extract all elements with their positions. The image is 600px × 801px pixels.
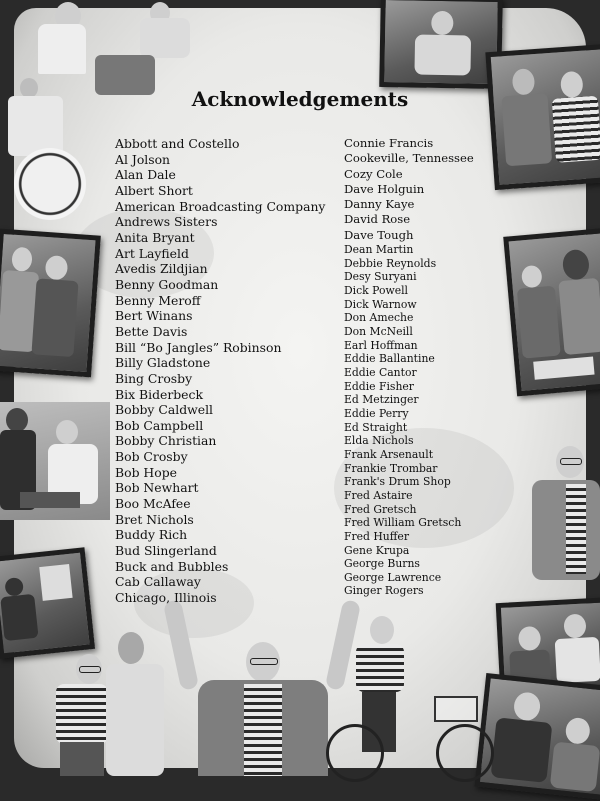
acknowledgement-name: Don Ameche (344, 311, 414, 325)
acknowledgement-name: Bobby Caldwell (115, 402, 213, 418)
photo-two-men-top-right (485, 44, 600, 190)
acknowledgements-list-right (344, 136, 474, 598)
acknowledgement-name: Fred William Gretsch (344, 516, 462, 530)
photo-two-men-bottom-left (52, 630, 167, 776)
acknowledgement-name: Bob Newhart (115, 480, 199, 496)
acknowledgement-name: Bob Hope (115, 464, 177, 480)
acknowledgement-name: Elda Nichols (344, 434, 414, 448)
acknowledgement-name: Al Jolson (115, 151, 171, 167)
acknowledgement-name: Eddie Perry (344, 406, 409, 420)
acknowledgement-name: Chicago, Illinois (115, 590, 217, 606)
acknowledgement-name: Benny Meroff (115, 292, 201, 308)
acknowledgement-name: Billy Gladstone (115, 355, 211, 371)
acknowledgement-name: Cab Callaway (115, 574, 201, 590)
acknowledgement-name: Dick Powell (344, 284, 408, 298)
acknowledgement-name: Dave Tough (344, 227, 414, 242)
acknowledgement-name: Benny Goodman (115, 276, 219, 292)
acknowledgement-name: Eddie Cantor (344, 365, 417, 379)
acknowledgement-name: George Burns (344, 557, 420, 571)
acknowledgement-name: Bob Campbell (115, 417, 204, 433)
photo-top-center-right (379, 0, 503, 89)
photo-drum-lesson-left (0, 402, 110, 520)
acknowledgements-list-left (115, 136, 325, 606)
acknowledgement-name: Buddy Rich (115, 527, 188, 543)
photo-man-on-bicycle-bottom (326, 612, 496, 776)
acknowledgement-name: Gene Krupa (344, 543, 410, 557)
acknowledgement-name: Anita Bryant (115, 229, 195, 245)
acknowledgement-name: Dean Martin (344, 243, 414, 257)
page-title: Acknowledgements (191, 87, 409, 111)
acknowledgement-name: Albert Short (115, 182, 193, 198)
acknowledgement-name: Andrews Sisters (115, 214, 218, 230)
acknowledgement-name: David Rose (344, 212, 411, 227)
acknowledgement-name: Eddie Fisher (344, 379, 414, 393)
acknowledgement-name: Dick Warnow (344, 297, 417, 311)
photo-anita-bryant-right (503, 228, 600, 397)
acknowledgement-name: Boo McAfee (115, 496, 191, 512)
acknowledgement-name: Fred Huffer (344, 529, 409, 543)
acknowledgement-name: Frank Arsenault (344, 447, 434, 461)
acknowledgement-name: Bob Crosby (115, 449, 188, 465)
acknowledgement-name: Ed Straight (344, 420, 408, 434)
acknowledgement-name: Bing Crosby (115, 370, 193, 386)
acknowledgement-name: Bette Davis (115, 323, 188, 339)
acknowledgement-name: Connie Francis (344, 136, 434, 150)
acknowledgement-name: Don McNeill (344, 325, 413, 339)
acknowledgement-name: Frank's Drum Shop (344, 475, 451, 489)
acknowledgement-name: Bobby Christian (115, 433, 217, 449)
acknowledgement-name: Bix Biderbeck (115, 386, 203, 402)
acknowledgement-name: Ed Metzinger (344, 393, 419, 407)
acknowledgement-name: Bud Slingerland (115, 543, 217, 559)
acknowledgement-name: Abbott and Costello (115, 136, 240, 151)
acknowledgement-name: Bert Winans (115, 308, 193, 324)
acknowledgement-name: American Broadcasting Company (115, 198, 326, 214)
acknowledgement-name: Ginger Rogers (344, 584, 424, 598)
acknowledgement-name: Fred Astaire (344, 488, 413, 502)
acknowledgement-name: Alan Dale (115, 167, 176, 183)
acknowledgement-name: Avedis Zildjian (115, 261, 208, 277)
acknowledgement-name: Fred Gretsch (344, 502, 417, 516)
acknowledgement-name: Art Layfield (115, 245, 189, 261)
acknowledgement-name: Eddie Ballantine (344, 352, 435, 366)
acknowledgement-name: Frankie Trombar (344, 461, 438, 475)
acknowledgement-name: Dave Holguin (344, 181, 425, 196)
acknowledgement-name: Debbie Reynolds (344, 256, 437, 270)
acknowledgement-name: Buck and Bubbles (115, 558, 229, 574)
acknowledgement-name: Bret Nichols (115, 511, 194, 527)
acknowledgement-name: Desy Suryani (344, 270, 417, 284)
acknowledgement-name: George Lawrence (344, 570, 442, 584)
acknowledgement-name: Cookeville, Tennessee (344, 151, 474, 166)
acknowledgement-name: Danny Kaye (344, 197, 415, 212)
acknowledgement-name: Earl Hoffman (344, 338, 418, 352)
acknowledgement-name: Bill “Bo Jangles” Robinson (115, 339, 282, 355)
photo-man-in-jacket-right (526, 440, 600, 600)
photo-two-men-left (0, 229, 101, 378)
acknowledgement-name: Cozy Cole (344, 166, 403, 181)
